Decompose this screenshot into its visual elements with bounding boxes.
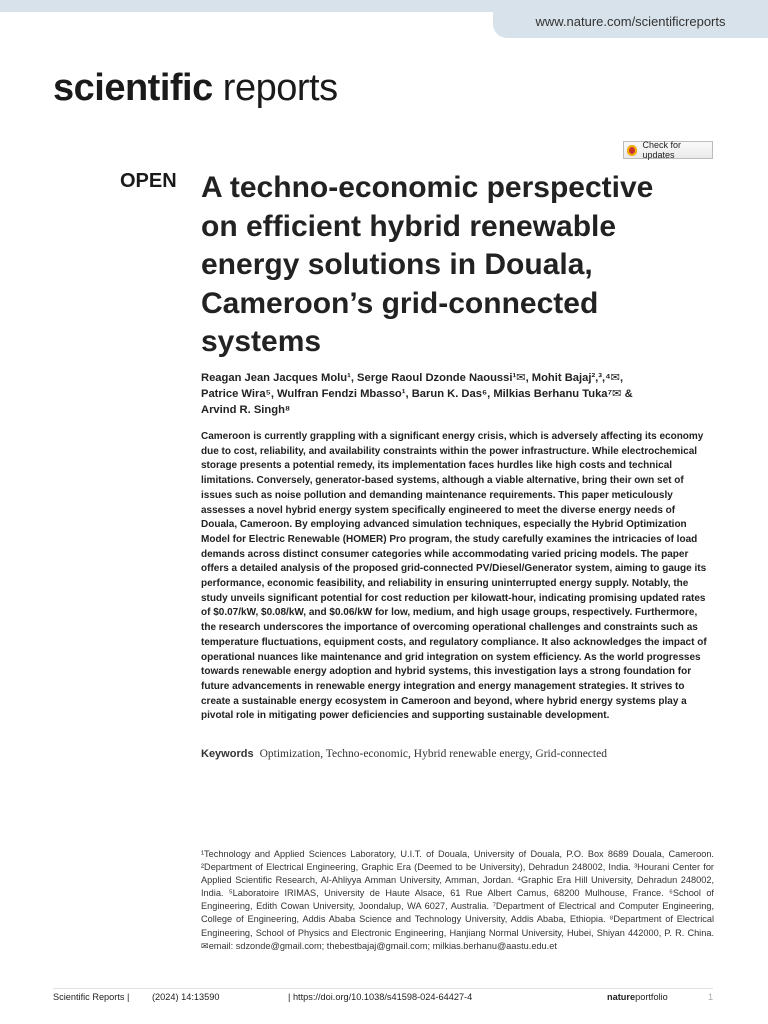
footer-journal: Scientific Reports | (53, 992, 130, 1002)
open-access-label: OPEN (120, 170, 177, 192)
author-line: Arvind R. Singh⁸ (201, 404, 291, 416)
author-list (201, 370, 671, 418)
footer-volume: (2024) 14:13590 (152, 992, 220, 1002)
journal-brand (53, 66, 338, 110)
keywords (201, 748, 713, 760)
check-updates-label: Check for updates (642, 140, 681, 160)
brand-bold: scientific (53, 67, 213, 109)
footer-doi-link[interactable]: | https://doi.org/10.1038/s41598-024-64427-4 (288, 992, 473, 1002)
publisher-light: portfolio (635, 992, 668, 1002)
affiliations: ¹Technology and Applied Sciences Laboratory, U.I.T. of Douala, University of Douala, P.O. Box 8689 Douala, Cameroon. ²Department of Electrical Engineering, Graphic Era (Deemed to be University), Dehradun 248002, India. ³Hourani Center for Applied Scientific Research, Al-Ahliyya Amman University, Amman, Jordan. ⁴Graphic Era Hill University, Dehradun 248002, India. ⁵Laboratoire IRIMAS, University de Haute Alsace, 61 Rue Albert Camus, 68200 Mulhouse, France. ⁶School of Engineering, Edith Cowan University, Joondalup, WA 6027, Australia. ⁷Department of Electrical and Computer Engineering, College of Engineering, Addis Ababa Science and Technology University, Addis Ababa, Ethiopia. ⁸Department of Electrical Engineering, School of Physics and Electronic Engineering, Hanjiang Normal University, Hubei, Shiyan 442000, P. R. China. ✉email: sdzonde@gmail.com; thebestbajaj@gmail.com; milkias.berhanu@aastu.edu.et (201, 849, 714, 951)
brand-light: reports (222, 67, 338, 109)
keywords-text: Optimization, Techno-economic, Hybrid renewable energy, Grid-connected (259, 748, 607, 760)
abstract: Cameroon is currently grappling with a significant energy crisis, which is adversely affecting its economy due to cost, reliability, and availability constraints within the power infrastructure. While electrochemical storage presents a potential remedy, its implementation faces hurdles like high costs and technical limitations. Conversely, generator-based systems, although a viable alternative, bring their own set of issues such as noise pollution and demanding maintenance requirements. This paper meticulously assesses a novel hybrid energy system specifically engineered to meet the diverse energy needs of Douala, Cameroon. By employing advanced simulation techniques, especially the Hybrid Optimization Model for Electric Renewable (HOMER) Pro program, the study carefully examines the intricacies of load demands across distinct consumer categories while accommodating varied pricing models. The paper offers a detailed analysis of the proposed grid-connected PV/Diesel/Generator system, aiming to gauge its performance, economic feasibility, and reliability in ensuring uninterrupted energy supply. Notably, the study unveils significant potential for cost reduction per kilowatt-hour, indicating promising updated rates of $0.07/kW, $0.08/kW, and $0.06/kW for low, medium, and high usage groups, respectively. Furthermore, the research underscores the importance of overcoming operational challenges and constraints such as temperature fluctuations, equipment costs, and regulatory compliance. It also acknowledges the impact of operational nuances like maintenance and grid integration on system efficiency. As the world progresses towards renewable energy adoption and hybrid systems, this investigation lays a strong foundation for future advancements in renewable energy integration and energy management strategies. It strives to create a sustainable energy ecosystem in Cameroon and beyond, where hybrid energy systems play a pivotal role in mitigating power deficiencies and supporting sustainable development. (201, 431, 707, 722)
journal-url-text[interactable]: www.nature.com/scientificreports (535, 13, 726, 29)
check-for-updates-button[interactable] (623, 141, 713, 159)
publisher-bold: nature (607, 992, 636, 1002)
journal-url[interactable] (493, 4, 768, 38)
author-line: Patrice Wira⁵, Wulfran Fendzi Mbasso¹, Barun K. Das⁶, Milkias Berhanu Tuka⁷✉ & (201, 388, 633, 400)
footer-divider (53, 988, 713, 989)
keywords-label: Keywords (201, 748, 254, 760)
crossmark-icon (627, 145, 637, 156)
publisher-logo (607, 992, 668, 1002)
article-title: A techno-economic perspective on efficient hybrid renewable energy solutions in Douala, Cameroon’s grid-connected systems (201, 171, 654, 358)
author-line: Reagan Jean Jacques Molu¹, Serge Raoul Dzonde Naoussi¹✉, Mohit Bajaj²,³,⁴✉, (201, 372, 624, 384)
page-number: 1 (708, 992, 714, 1002)
